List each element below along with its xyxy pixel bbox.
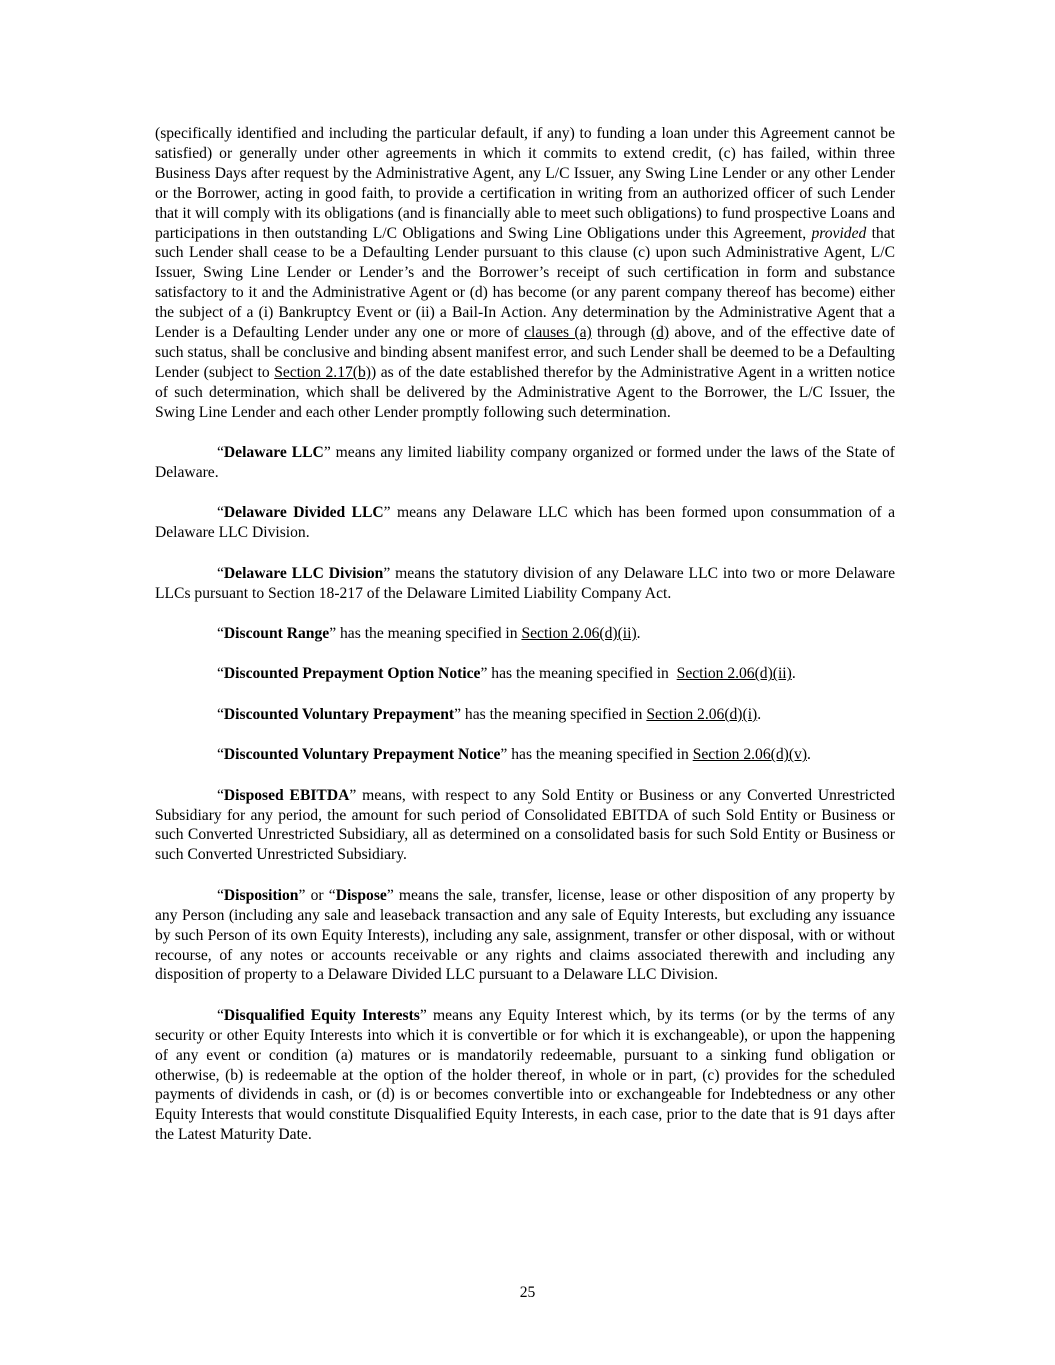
term-connector: or: [305, 886, 329, 904]
definition-text: means the statutory division of any Delaware LLC into two or more Delaware LLCs pursuant to Section 18-217 of the Delaware Limited Liability Company Act.: [155, 564, 895, 602]
defined-term: Delaware LLC: [223, 444, 324, 462]
definition-tail: .: [636, 625, 641, 643]
section-reference: Section 2.06(d)(i): [646, 705, 758, 723]
clauses-a-reference: clauses (a): [524, 324, 592, 342]
continuation-text-4: above, and of the effective date of such status, shall be conclusive and binding absent manifest error, and such Lender shall be deemed to be a Defaulting Lender (subject to: [155, 324, 895, 381]
section-2-17-b-reference: Section 2.17(b): [274, 363, 371, 381]
section-reference: Section 2.06(d)(ii): [676, 665, 792, 683]
definition-text: means the sale, transfer, license, lease or other disposition of any property by any Person (including any sale and leaseback transaction and any sale of Equity Interests, but excluding any issuance by such Person of its own Equity Interests), including any sale, assignment, transfer or other disposal, with or without recourse, of any notes or accounts receivable or any rights and claims associated therewith and including any disposition of property to a Delaware Divided LLC pursuant to a Delaware LLC Division.: [155, 886, 895, 984]
continuation-text-5: ) as of the date established therefor by the Administrative Agent in a written notice of such determination, which shall be delivered by the Administrative Agent to the Borrower, the L/C Issuer, the Swing Line Lender and each other Lender promptly following such determination.: [155, 363, 895, 421]
definition-delaware-llc-division: “Delaware LLC Division” means the statutory division of any Delaware LLC into two or more Delaware LLCs pursuant to Section 18-217 of the Delaware Limited Liability Company Act.: [155, 564, 895, 602]
definition-text: means any Delaware LLC which has been formed upon consummation of a Delaware LLC Division.: [155, 504, 895, 542]
defined-term: Discount Range: [223, 625, 330, 643]
definition-text: has the meaning specified in: [507, 746, 693, 764]
defined-term: Discounted Prepayment Option Notice: [223, 665, 481, 683]
defined-term: Disposition: [223, 886, 299, 904]
continuation-text-1: (specifically identified and including the particular default, if any) to funding a loan under this Agreement cannot be satisfied) or generally under other agreements in which it commits to extend credit, (c) has failed, within three Business Days after request by the Administrative Agent, any L/C Issuer, any Swing Line Lender or any other Lender or the Borrower, acting in good faith, to provide a certification in writing from an authorized officer of such Lender that it will comply with its obligations (and is financially able to meet such obligations) to fund prospective Loans and participations in then outstanding L/C Obligations and Swing Line Obligations under this Agreement,: [155, 125, 895, 242]
definition-discounted-prepayment-option-notice: “Discounted Prepayment Option Notice” has the meaning specified in Section 2.06(d)(ii).: [217, 665, 796, 683]
definition-discounted-voluntary-prepayment: “Discounted Voluntary Prepayment” has the meaning specified in Section 2.06(d)(i).: [217, 705, 762, 723]
continuation-text-2: that such Lender shall cease to be a Defaulting Lender pursuant to this clause (c) upon such Administrative Agent, L/C Issuer, Swing Line Lender or Lender’s and the Borrower’s receipt of such certification in form and substance satisfactory to it and the Administrative Agent or (d) has become (or any parent company thereof has become) either the subject of a (i) Bankruptcy Event or (ii) a Bail-In Action. Any determination by the Administrative Agent that a Lender is a Defaulting Lender under any one or more of: [155, 224, 895, 342]
definition-disposition: “Disposition” or “Dispose” means the sale, transfer, license, lease or other disposition of any property by any Person (including any sale and leaseback transaction and any sale of Equity Interests, but excluding any issuance by such Person of its own Equity Interests), including any sale, assignment, transfer or other disposal, with or without recourse, of any notes or accounts receivable or any rights and claims associated therewith and including any disposition of property to a Delaware Divided LLC pursuant to a Delaware LLC Division.: [155, 886, 895, 984]
definition-text: means, with respect to any Sold Entity or Business or any Converted Unrestricted Subsidiary for any period, the amount for such period of Consolidated EBITDA of such Sold Entity or Business or such Converted Unrestricted Subsidiary, all as determined on a consolidated basis for such Sold Entity or Business or such Converted Unrestricted Subsidiary.: [155, 786, 895, 864]
definition-discount-range: “Discount Range” has the meaning specified in Section 2.06(d)(ii).: [217, 625, 641, 643]
definition-tail: .: [791, 665, 796, 683]
definition-tail: .: [807, 746, 811, 764]
definition-disposed-ebitda: “Disposed EBITDA” means, with respect to any Sold Entity or Business or any Converted Unrestricted Subsidiary for any period, the amount for such period of Consolidated EBITDA of such Sold Entity or Business or such Converted Unrestricted Subsidiary, all as determined on a consolidated basis for such Sold Entity or Business or such Converted Unrestricted Subsidiary.: [155, 786, 895, 864]
section-reference: Section 2.06(d)(ii): [521, 625, 637, 643]
document-body: [155, 124, 895, 1166]
definition-text: means any Equity Interest which, by its terms (or by the terms of any security or other Equity Interests into which it is convertible or for which it is exchangeable), or upon the happening of any event or condition (a) matures or is mandatorily redeemable, pursuant to a sinking fund obligation or otherwise, (b) is redeemable at the option of the holder thereof, in whole or in part, (c) provides for the scheduled payments of dividends in cash, or (d) is or becomes convertible into or exchangeable for Indebtedness or any other Equity Interests that would constitute Disqualified Equity Interests, in each case, prior to the date that is 91 days after the Latest Maturity Date.: [155, 1006, 895, 1144]
section-reference: Section 2.06(d)(v): [692, 746, 808, 764]
defined-term: Disposed EBITDA: [223, 786, 350, 804]
definition-text: has the meaning specified in: [336, 625, 522, 643]
continuation-text-3: through: [591, 324, 651, 342]
clause-d-reference: (d): [650, 324, 670, 342]
defined-term-alt: Dispose: [335, 886, 387, 904]
defined-term: Disqualified Equity Interests: [223, 1006, 420, 1024]
page-number: 25: [519, 1284, 536, 1301]
definition-discounted-voluntary-prepayment-notice: “Discounted Voluntary Prepayment Notice” has the meaning specified in Section 2.06(d)(v).: [217, 746, 811, 764]
defaulting-lender-continuation: [155, 124, 895, 423]
definition-tail: .: [757, 705, 762, 723]
definition-delaware-divided-llc: “Delaware Divided LLC” means any Delaware LLC which has been formed upon consummation of a Delaware LLC Division.: [155, 504, 895, 542]
definition-disqualified-equity-interests: “Disqualified Equity Interests” means any Equity Interest which, by its terms (or by the terms of any security or other Equity Interests into which it is convertible or for which it is exchangeable), or upon the happening of any event or condition (a) matures or is mandatorily redeemable, pursuant to a sinking fund obligation or otherwise, (b) is redeemable at the option of the holder thereof, in whole or in part, (c) provides for the scheduled payments of dividends in cash, or (d) is or becomes convertible into or exchangeable for Indebtedness or any other Equity Interests that would constitute Disqualified Equity Interests, in each case, prior to the date that is 91 days after the Latest Maturity Date.: [155, 1006, 895, 1144]
defined-term: Delaware Divided LLC: [223, 504, 384, 522]
defined-term: Discounted Voluntary Prepayment Notice: [223, 746, 501, 764]
definition-text: has the meaning specified in: [461, 705, 647, 723]
defined-term: Delaware LLC Division: [223, 564, 384, 582]
definition-text: has the meaning specified in: [487, 665, 677, 683]
provided-italic: provided: [811, 224, 867, 242]
definition-text: means any limited liability company organized or formed under the laws of the State of Delaware.: [155, 444, 895, 481]
defined-term: Discounted Voluntary Prepayment: [223, 705, 455, 723]
definition-delaware-llc: “Delaware LLC” means any limited liability company organized or formed under the laws of the State of Delaware.: [155, 444, 895, 481]
